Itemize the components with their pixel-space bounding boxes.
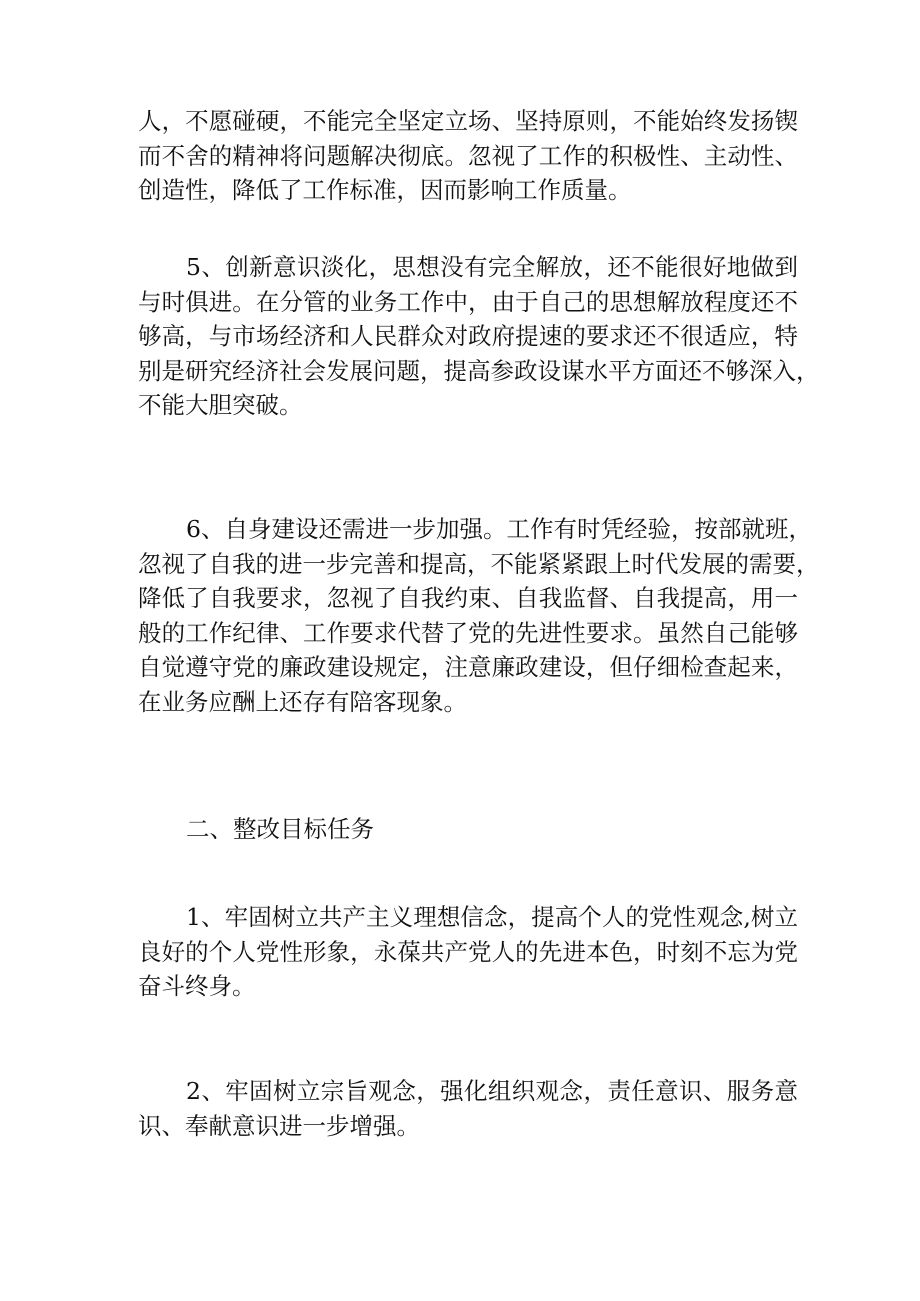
- text-line: 够高，与市场经济和人民群众对政府提速的要求还不很适应，特: [138, 322, 798, 350]
- paragraph-goal-1: [138, 900, 798, 1004]
- text-line: 忽视了自我的进一步完善和提高，不能紧紧跟上时代发展的需要，: [138, 549, 820, 578]
- text-line: 别是研究经济社会发展问题，提高参政设谋水平方面还不够深入，: [138, 356, 820, 385]
- text-line: 与时俱进。在分管的业务工作中，由于自己的思想解放程度还不: [138, 287, 798, 316]
- paragraph-item-5: [138, 250, 820, 423]
- text-line: 6、自身建设还需进一步加强。工作有时凭经验，按部就班，: [186, 515, 812, 543]
- text-line: 2、牢固树立宗旨观念，强化组织观念，责任意识、服务意: [186, 1077, 798, 1105]
- text-line: 人，不愿碰硬，不能完全坚定立场、坚持原则，不能始终发扬锲: [138, 107, 798, 135]
- text-line: 创造性，降低了工作标准，因而影响工作质量。: [138, 176, 632, 204]
- paragraph-continuation: [138, 104, 798, 208]
- text-line: 识、奉献意识进一步增强。: [138, 1111, 420, 1140]
- text-line: 降低了自我要求，忽视了自我约束、自我监督、自我提高，用一: [138, 584, 798, 612]
- text-line: 自觉遵守党的廉政建设规定，注意廉政建设，但仔细检查起来，: [138, 653, 798, 681]
- text-line: 般的工作纪律、工作要求代替了党的先进性要求。虽然自己能够: [138, 618, 798, 647]
- text-line: 良好的个人党性形象，永葆共产党人的先进本色，时刻不忘为党: [138, 937, 798, 966]
- text-line: 在业务应酬上还存有陪客现象。: [138, 687, 467, 716]
- text-line: 奋斗终身。: [138, 972, 256, 1000]
- paragraph-goal-2: [138, 1074, 798, 1143]
- paragraph-item-6: [138, 512, 820, 719]
- text-line: 不能大胆突破。: [138, 391, 303, 419]
- section-heading: 二、整改目标任务: [186, 815, 374, 843]
- text-line: 1、牢固树立共产主义理想信念，提高个人的党性观念,树立: [186, 903, 798, 931]
- text-line: 5、创新意识淡化，思想没有完全解放，还不能很好地做到: [186, 253, 798, 281]
- text-line: 而不舍的精神将问题解决彻底。忽视了工作的积极性、主动性、: [138, 141, 798, 170]
